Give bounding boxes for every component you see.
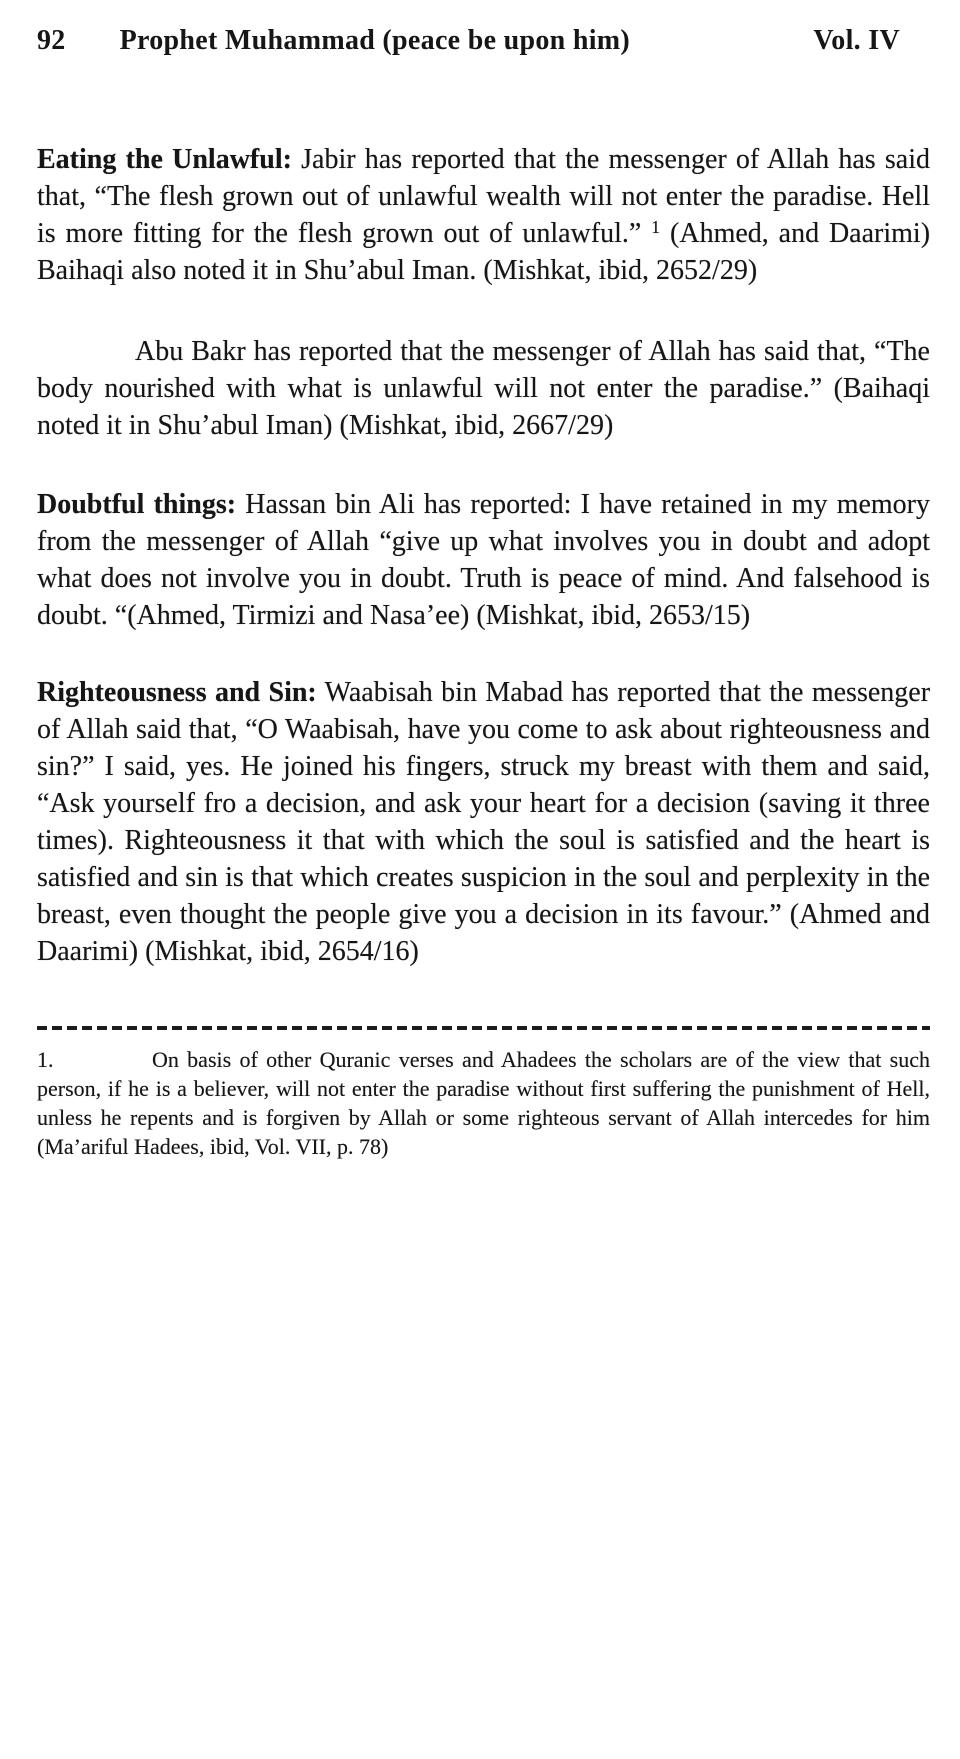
paragraph-text: Jabir has reported that the messenger of Allah has said that, “The flesh grown out of unlawful wealth will not enter the paradise. Hell is more fitting for the flesh grown out of unlawful.” xyxy=(37,144,931,249)
paragraph-lead-doubtful-things: Doubtful things: xyxy=(37,489,237,520)
volume-label: Vol. IV xyxy=(813,25,900,56)
page-body xyxy=(37,141,930,970)
paragraph-lead-eating-the-unlawful: Eating the Unlawful: xyxy=(37,144,292,175)
footnote-marker: 1. xyxy=(37,1047,54,1072)
footnote-reference: 1 xyxy=(651,217,661,237)
footnote-separator xyxy=(37,1026,930,1030)
paragraph-text: (Ahmed, and Daarimi) Baihaqi also noted it in Shu’abul Iman. (Mishkat, ibid, 2652/29) xyxy=(37,218,931,286)
paragraph-text: Hassan bin Ali has reported: I have retained in my memory from the messenger of Allah “give up what involves you in doubt and adopt what does not involve you in doubt. Truth is peace of mind. And falsehood is doubt. “(Ahmed, Tirmizi and Nasa’ee) (Mishkat, ibid, 2653/15) xyxy=(37,489,931,631)
paragraph-text: Waabisah bin Mabad has reported that the messenger of Allah said that, “O Waabisah, have you come to ask about righteousness and sin?” I said, yes. He joined his fingers, struck my breast with them and said, “Ask yourself fro a decision, and ask your heart for a decision (saving it three times). Righteousness it that with which the soul is satisfied and the heart is satisfied and sin is that which creates suspicion in the soul and perplexity in the breast, even thought the people give you a decision in its favour.” (Ahmed and Daarimi) (Mishkat, ibid, 2654/16) xyxy=(37,677,931,967)
running-title: Prophet Muhammad (peace be upon him) xyxy=(119,25,631,56)
paragraph-lead-righteousness-and-sin: Righteousness and Sin: xyxy=(37,677,317,708)
paragraph-righteousness-and-sin xyxy=(37,674,930,970)
footnote xyxy=(37,1045,930,1161)
page-header xyxy=(37,26,930,56)
paragraph-eating-the-unlawful xyxy=(37,141,930,289)
paragraph-doubtful-things xyxy=(37,486,930,634)
paragraph-abu-bakr: Abu Bakr has reported that the messenger of Allah has said that, “The body nourished with what is unlawful will not enter the paradise.” (Baihaqi noted it in Shu’abul Iman) (Mishkat, ibid, 2667/29) xyxy=(37,336,930,441)
page-number: 92 xyxy=(37,25,66,56)
footnote-text: On basis of other Quranic verses and Ahadees the scholars are of the view that such person, if he is a believer, will not enter the paradise without first suffering the punishment of Hell, unless he repents and is forgiven by Allah or some righteous servant of Allah intercedes for him (Ma’ariful Hadees, ibid, Vol. VII, p. 78) xyxy=(37,1047,930,1159)
